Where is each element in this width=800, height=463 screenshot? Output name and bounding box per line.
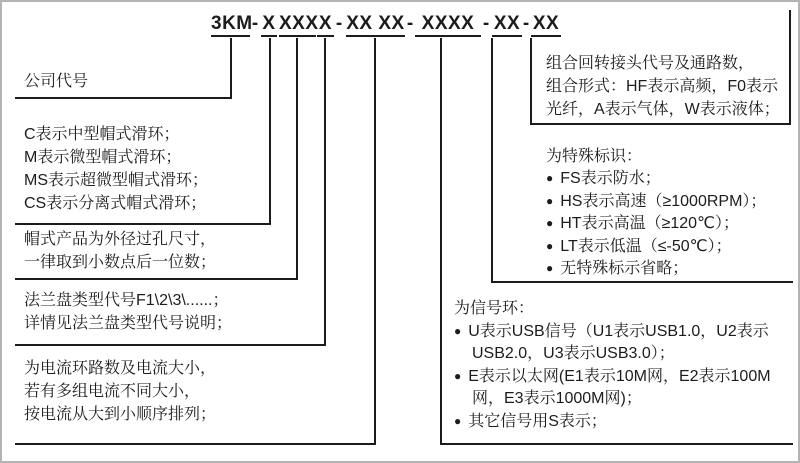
cap-type-line: CS表示分离式帽式滑环；: [24, 195, 207, 212]
special-mark-item-text: FS表示防水；: [560, 170, 661, 188]
special-mark-item: [546, 236, 766, 258]
signal-ring-header: 为信号环：: [454, 300, 535, 317]
special-mark-item-text: HS表示高速（≥1000RPM）；: [560, 192, 767, 210]
rotary-joint-line: 组合形式：HF表示高频，F0表示: [546, 78, 779, 95]
title-dash: -: [335, 13, 343, 34]
title-segment-special: XX: [492, 13, 522, 37]
special-mark-item-text: HT表示高温（≥120℃）；: [560, 215, 740, 233]
bullet-icon: ●: [546, 193, 554, 208]
block-signal-ring: [454, 298, 771, 433]
rotary-joint-line: 光纤，A表示气体，W表示液体；: [546, 101, 780, 118]
hole-size-line: 帽式产品为外径过孔尺寸，: [24, 231, 217, 248]
connector-line-special-mark: [491, 38, 493, 283]
block-rotary-joint: [546, 52, 780, 121]
bullet-icon: ●: [454, 368, 462, 383]
title-segment-company: 3KM: [211, 13, 250, 37]
title-segment-current: XX XX: [346, 13, 405, 37]
current-line: 若有多组电流不同大小，: [24, 383, 201, 400]
cap-type-line: MS表示超微型帽式滑环；: [24, 172, 209, 189]
connector-line-cap-type: [15, 223, 271, 225]
block-cap-type: [24, 123, 208, 215]
title-dash: -: [522, 13, 530, 34]
hole-size-line: 一律取到小数点后一位数；: [24, 254, 217, 271]
title-segment-type: X: [261, 13, 277, 37]
connector-line-current: [374, 38, 376, 445]
connector-line-special-mark: [491, 281, 793, 283]
bullet-icon: ●: [454, 323, 462, 338]
title-segment-rotary: XX: [531, 13, 561, 37]
label-company-code: [24, 70, 88, 93]
bullet-icon: ●: [546, 171, 554, 186]
connector-line-flange: [15, 344, 326, 346]
connector-line-hole-size: [296, 38, 298, 280]
connector-line-flange: [324, 38, 326, 346]
signal-ring-item-text: E表示以太网(E1表示10M网，E2表示100M: [468, 367, 771, 385]
signal-ring-item: [454, 366, 771, 389]
title-dash: -: [482, 13, 490, 34]
connector-line-cap-type: [269, 38, 271, 225]
cap-type-line: C表示中型帽式滑环；: [24, 126, 180, 143]
bullet-icon: ●: [546, 238, 554, 253]
connector-line-rotary-joint-right: [789, 10, 791, 125]
special-mark-header: 为特殊标识：: [546, 148, 643, 165]
signal-ring-item-text: USB2.0，U3表示USB3.0）；: [472, 345, 675, 362]
special-mark-item: [546, 191, 766, 213]
rotary-joint-line: 组合回转接头代号及通路数，: [546, 55, 755, 72]
title-segment-signal: XXXX: [415, 13, 481, 37]
signal-ring-item: [454, 321, 771, 344]
bullet-icon: ●: [546, 216, 554, 231]
special-mark-item-text: LT表示低温（≤-50℃）；: [560, 237, 732, 255]
block-current: [24, 357, 216, 426]
signal-ring-item-continuation: [454, 388, 771, 411]
connector-line-rotary-joint: [530, 123, 791, 125]
current-line: 为电流环路数及电流大小，: [24, 360, 217, 377]
connector-line-signal-ring: [440, 443, 793, 445]
connector-line-company: [15, 97, 232, 99]
block-hole-size: [24, 228, 216, 274]
special-mark-item-text: 无特殊标示省略；: [560, 260, 689, 278]
current-line: 按电流从大到小顺序排列；: [24, 406, 217, 423]
title-dash: -: [251, 13, 259, 34]
title-segment-size: XXX: [279, 13, 316, 37]
signal-ring-item-text: 网，E3表示1000M网)；: [472, 390, 642, 407]
connector-line-rotary-joint: [530, 38, 532, 125]
company-code-text: 公司代号: [24, 73, 89, 90]
special-mark-item: [546, 258, 766, 280]
signal-ring-item-text: 其它信号用S表示；: [468, 412, 607, 430]
signal-ring-item-continuation: [454, 343, 771, 366]
cap-type-line: M表示微型帽式滑环；: [24, 149, 182, 166]
connector-line-current: [15, 443, 376, 445]
connector-line-hole-size: [15, 278, 298, 280]
flange-line: 详情见法兰盘类型代号说明；: [24, 315, 233, 332]
title-dash: -: [406, 13, 414, 34]
special-mark-item: [546, 168, 766, 190]
signal-ring-item-text: U表示USB信号（U1表示USB1.0，U2表示: [468, 322, 769, 340]
signal-ring-item: [454, 411, 771, 434]
bullet-icon: ●: [454, 413, 462, 428]
flange-line: 法兰盘类型代号F1\2\3\......；: [24, 292, 229, 309]
special-mark-item: [546, 213, 766, 235]
connector-line-company: [230, 38, 232, 99]
bullet-icon: ●: [546, 261, 554, 276]
connector-line-signal-ring: [440, 38, 442, 445]
block-special-mark: [546, 146, 766, 280]
block-flange: [24, 289, 232, 335]
title-segment-flange: X: [317, 13, 334, 37]
